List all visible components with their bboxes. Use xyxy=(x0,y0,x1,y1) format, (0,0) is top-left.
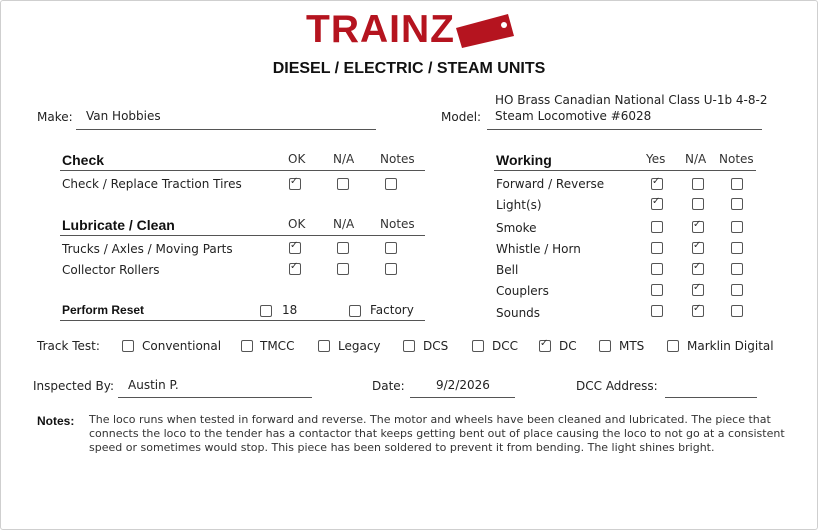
lubricate-item-notes-checkbox[interactable] xyxy=(385,263,397,275)
make-underline xyxy=(76,129,376,130)
reset-factory-label: Factory xyxy=(370,303,414,317)
working-item-label: Couplers xyxy=(496,284,549,298)
check-item-ok-checkbox[interactable] xyxy=(289,178,301,190)
working-item-na-checkbox[interactable] xyxy=(692,221,704,233)
reset-factory-checkbox[interactable] xyxy=(349,305,361,317)
working-item-notes-checkbox[interactable] xyxy=(731,198,743,210)
check-title: Check xyxy=(62,152,105,168)
working-item-notes-checkbox[interactable] xyxy=(731,305,743,317)
check-item-notes-checkbox[interactable] xyxy=(385,178,397,190)
model-label: Model: xyxy=(441,110,482,124)
price-tag-icon xyxy=(456,14,514,48)
lubricate-title: Lubricate / Clean xyxy=(62,217,175,233)
date-value: 9/2/2026 xyxy=(436,378,490,392)
track-tmcc-label: TMCC xyxy=(260,339,295,353)
working-item-yes-checkbox[interactable] xyxy=(651,263,663,275)
perform-reset-label: Perform Reset xyxy=(62,303,145,317)
check-col-ok: OK xyxy=(288,152,306,166)
inspected-by-label: Inspected By: xyxy=(33,379,115,393)
brand-wordmark: TRAINZ xyxy=(306,8,455,51)
working-item-yes-checkbox[interactable] xyxy=(651,305,663,317)
lubricate-col-notes: Notes xyxy=(380,217,415,231)
working-item-label: Bell xyxy=(496,263,519,277)
track-dcs-checkbox[interactable] xyxy=(403,340,415,352)
working-item-na-checkbox[interactable] xyxy=(692,263,704,275)
working-item-label: Whistle / Horn xyxy=(496,242,581,256)
working-item-yes-checkbox[interactable] xyxy=(651,284,663,296)
lubricate-col-ok: OK xyxy=(288,217,306,231)
model-underline xyxy=(487,129,762,130)
working-item-notes-checkbox[interactable] xyxy=(731,242,743,254)
working-item-label: Smoke xyxy=(496,221,537,235)
track-tmcc-checkbox[interactable] xyxy=(241,340,253,352)
lubricate-item-na-checkbox[interactable] xyxy=(337,242,349,254)
working-item-na-checkbox[interactable] xyxy=(692,284,704,296)
working-item-yes-checkbox[interactable] xyxy=(651,198,663,210)
working-col-na: N/A xyxy=(685,152,707,166)
make-value: Van Hobbies xyxy=(86,109,161,123)
date-label: Date: xyxy=(372,379,405,393)
working-item-notes-checkbox[interactable] xyxy=(731,178,743,190)
lubricate-item-label: Collector Rollers xyxy=(62,263,160,277)
track-dcc-label: DCC xyxy=(492,339,518,353)
working-col-notes: Notes xyxy=(719,152,754,166)
date-underline xyxy=(410,397,515,398)
track-legacy-checkbox[interactable] xyxy=(318,340,330,352)
track-test-label: Track Test: xyxy=(37,339,100,353)
reset-18-checkbox[interactable] xyxy=(260,305,272,317)
track-conventional-checkbox[interactable] xyxy=(122,340,134,352)
inspected-by-value: Austin P. xyxy=(128,378,179,392)
working-item-notes-checkbox[interactable] xyxy=(731,284,743,296)
working-item-yes-checkbox[interactable] xyxy=(651,242,663,254)
page-title: DIESEL / ELECTRIC / STEAM UNITS xyxy=(272,60,546,77)
track-marklin-checkbox[interactable] xyxy=(667,340,679,352)
dcc-address-underline xyxy=(665,397,757,398)
working-item-label: Sounds xyxy=(496,306,541,320)
notes-label: Notes: xyxy=(37,414,75,428)
working-item-na-checkbox[interactable] xyxy=(692,305,704,317)
inspected-by-underline xyxy=(118,397,312,398)
lubricate-item-ok-checkbox[interactable] xyxy=(289,242,301,254)
working-item-notes-checkbox[interactable] xyxy=(731,221,743,233)
working-item-label: Forward / Reverse xyxy=(496,177,605,191)
check-divider xyxy=(60,170,425,171)
working-item-yes-checkbox[interactable] xyxy=(651,221,663,233)
make-label: Make: xyxy=(37,110,73,124)
working-title: Working xyxy=(496,152,552,168)
check-item-na-checkbox[interactable] xyxy=(337,178,349,190)
check-col-na: N/A xyxy=(333,152,355,166)
track-dc-checkbox[interactable] xyxy=(539,340,551,352)
lubricate-item-notes-checkbox[interactable] xyxy=(385,242,397,254)
model-value-line1: HO Brass Canadian National Class U-1b 4-8-2 xyxy=(495,93,768,107)
working-item-notes-checkbox[interactable] xyxy=(731,263,743,275)
track-mts-checkbox[interactable] xyxy=(599,340,611,352)
reset-18-label: 18 xyxy=(282,303,298,317)
lubricate-divider xyxy=(60,235,425,236)
check-item-label: Check / Replace Traction Tires xyxy=(62,177,242,191)
track-conventional-label: Conventional xyxy=(142,339,222,353)
track-dcs-label: DCS xyxy=(423,339,449,353)
working-divider xyxy=(494,170,756,171)
working-item-na-checkbox[interactable] xyxy=(692,198,704,210)
working-item-label: Light(s) xyxy=(496,198,542,212)
working-item-yes-checkbox[interactable] xyxy=(651,178,663,190)
working-item-na-checkbox[interactable] xyxy=(692,178,704,190)
notes-text: The loco runs when tested in forward and reverse. The motor and wheels have been cleaned and lubricated. The piece that connects the loco to the tender has a contactor that keeps getting bent out of place causing the loco to not go at a consistent speed or sometimes would stop. This piece has been soldered to prevent it from bending. The light shines bright. xyxy=(89,413,785,454)
reset-divider xyxy=(60,320,425,321)
track-marklin-label: Marklin Digital xyxy=(687,339,774,353)
working-item-na-checkbox[interactable] xyxy=(692,242,704,254)
track-dcc-checkbox[interactable] xyxy=(472,340,484,352)
lubricate-item-na-checkbox[interactable] xyxy=(337,263,349,275)
lubricate-col-na: N/A xyxy=(333,217,355,231)
lubricate-item-label: Trucks / Axles / Moving Parts xyxy=(62,242,233,256)
dcc-address-label: DCC Address: xyxy=(576,379,658,393)
working-col-yes: Yes xyxy=(646,152,666,166)
track-mts-label: MTS xyxy=(619,339,645,353)
lubricate-item-ok-checkbox[interactable] xyxy=(289,263,301,275)
track-dc-label: DC xyxy=(559,339,577,353)
check-col-notes: Notes xyxy=(380,152,415,166)
track-legacy-label: Legacy xyxy=(338,339,381,353)
model-value-line2: Steam Locomotive #6028 xyxy=(495,109,652,123)
